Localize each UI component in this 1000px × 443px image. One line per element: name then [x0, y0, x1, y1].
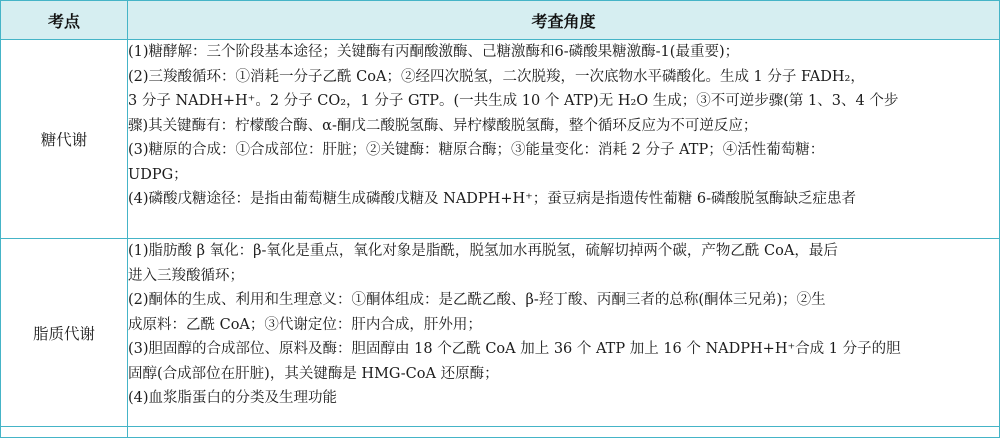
- text-line: 3 分子 NADH+H⁺。2 分子 CO₂，1 分子 GTP。(一共生成 10 个 ATP)无 H₂O 生成；③不可逆步骤(第 1、3、4 个步: [128, 93, 899, 109]
- description-cell: [128, 40, 1000, 239]
- table-row: [1, 239, 1000, 427]
- empty-cell: [1, 427, 128, 438]
- text-line: (3)糖原的合成：①合成部位：肝脏；②关键酶：糖原合酶；③能量变化：消耗 2 分子 ATP；④活性葡萄糖：: [128, 142, 825, 158]
- description-cell: [128, 239, 1000, 427]
- text-line: 进入三羧酸循环；: [128, 267, 244, 284]
- text-line: (3)胆固醇的合成部位、原料及酶：胆固醇由 18 个乙酰 CoA 加上 36 个 ATP 加上 16 个 NADPH+H⁺合成 1 分子的胆: [128, 341, 901, 357]
- text-line: 固醇(合成部位在肝脏)，其关键酶是 HMG-CoA 还原酶；: [128, 365, 499, 382]
- text-line: (2)酮体的生成、利用和生理意义：①酮体组成：是乙酰乙酸、β-羟丁酸、丙酮三者的总称(酮体三兄弟)；②生: [128, 292, 826, 308]
- table-row-partial: [1, 427, 1000, 438]
- category-cell: 糖代谢: [1, 40, 128, 239]
- text-line: (2)三羧酸循环：①消耗一分子乙酰 CoA；②经四次脱氢，二次脱羧，一次底物水平磷酸化。生成 1 分子 FADH₂，: [128, 68, 865, 85]
- text-line: UDPG；: [128, 166, 188, 183]
- text-line: (4)磷酸戊糖途径：是指由葡萄糖生成磷酸戊糖及 NADPH+H⁺；蚕豆病是指遗传性葡糖 6-磷酸脱氢酶缺乏症患者: [128, 191, 857, 207]
- text-line: 成原料：乙酰 CoA；③代谢定位：肝内合成，肝外用；: [128, 316, 482, 333]
- text-line: 骤)其关键酶有：柠檬酸合酶、α-酮戊二酸脱氢酶、异柠檬酸脱氢酶，整个循环反应为不可逆反应；: [128, 117, 758, 134]
- header-focus: 考查角度: [128, 1, 1000, 40]
- text-line: (1)糖酵解：三个阶段基本途径；关键酶有丙酮酸激酶、己糖激酶和6-磷酸果糖激酶-1(最重要)；: [128, 44, 740, 60]
- text-line: (1)脂肪酸 β 氧化：β-氧化是重点，氧化对象是脂酰，脱氢加水再脱氢，硫解切掉两个碳，产物乙酰 CoA，最后: [128, 243, 838, 259]
- text-line: (4)血浆脂蛋白的分类及生理功能: [128, 390, 338, 406]
- header-topic: 考点: [1, 1, 128, 40]
- table-row: [1, 40, 1000, 239]
- table-header-row: [1, 1, 1000, 40]
- category-cell: 脂质代谢: [1, 239, 128, 427]
- empty-cell: [128, 427, 1000, 438]
